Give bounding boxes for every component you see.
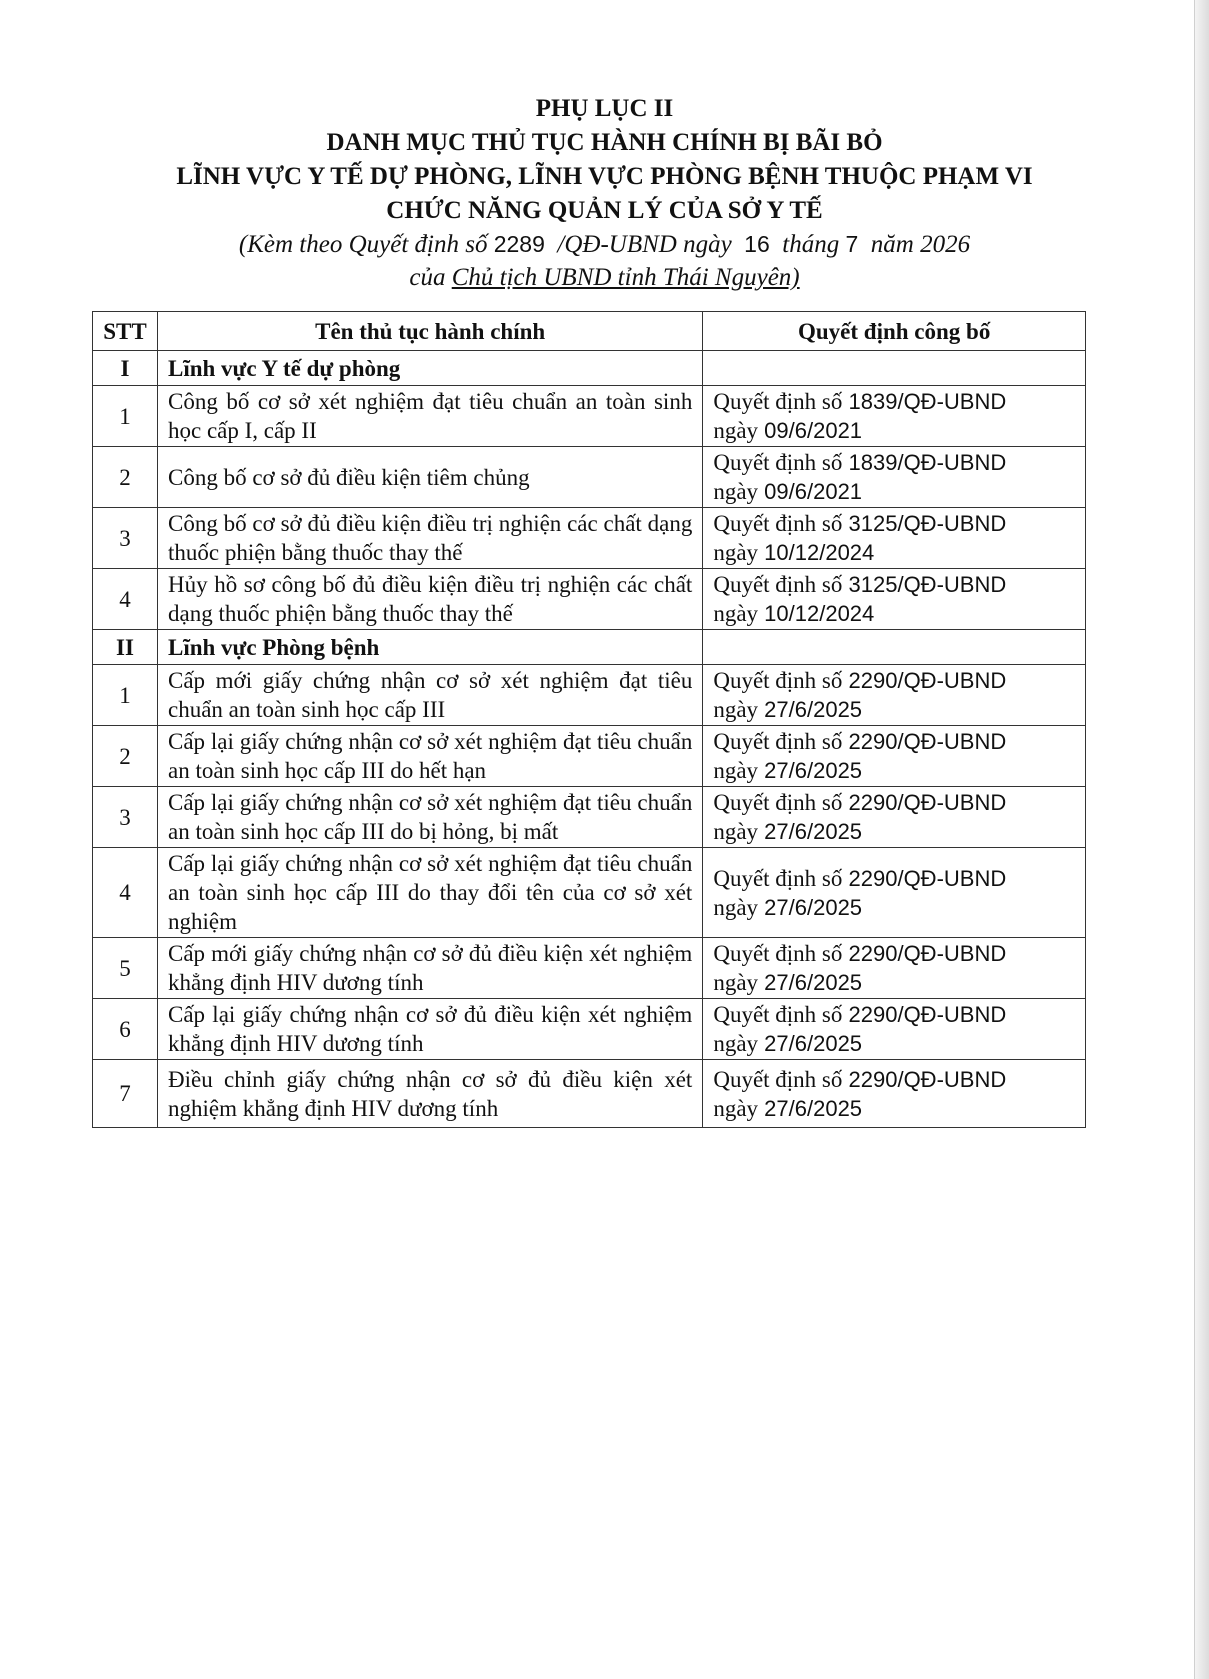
table-row bbox=[93, 848, 1086, 938]
section-row bbox=[93, 351, 1086, 386]
decision-line bbox=[713, 1000, 1075, 1029]
decision-date-line bbox=[713, 756, 1075, 785]
row-number: 3 bbox=[93, 508, 158, 569]
header-procedure-name: Tên thủ tục hành chính bbox=[157, 312, 702, 351]
table-row bbox=[93, 447, 1086, 508]
decision-date-line bbox=[713, 538, 1075, 567]
section-title: Lĩnh vực Phòng bệnh bbox=[157, 630, 702, 665]
document-header bbox=[0, 92, 1209, 294]
decision-number: 2289 bbox=[493, 231, 545, 257]
decision-date: 27/6/2025 bbox=[764, 970, 863, 995]
procedure-name: Công bố cơ sở xét nghiệm đạt tiêu chuẩn an toàn sinh học cấp I, cấp II bbox=[157, 386, 702, 447]
decision-date-label: ngày bbox=[713, 970, 759, 995]
decision-line bbox=[713, 939, 1075, 968]
decision-date: 27/6/2025 bbox=[764, 894, 863, 920]
row-number: 1 bbox=[93, 665, 158, 726]
decision-number: 1839/QĐ-UBND bbox=[848, 450, 1007, 475]
decision-cell bbox=[703, 665, 1086, 726]
procedure-name: Cấp lại giấy chứng nhận cơ sở xét nghiệm đạt tiêu chuẩn an toàn sinh học cấp III do hết hạn bbox=[157, 726, 702, 787]
decision-cell bbox=[703, 508, 1086, 569]
decision-date-label: ngày bbox=[713, 1095, 759, 1121]
table-row bbox=[93, 386, 1086, 447]
decision-number: 1839/QĐ-UBND bbox=[848, 389, 1007, 414]
decision-label: Quyết định số bbox=[713, 668, 843, 693]
decision-label: Quyết định số bbox=[713, 450, 843, 475]
row-number: 4 bbox=[93, 848, 158, 938]
decision-label: Quyết định số bbox=[713, 389, 843, 414]
decision-number: 2290/QĐ-UBND bbox=[848, 1066, 1007, 1092]
decision-date-line bbox=[713, 477, 1075, 506]
decision-date-line bbox=[713, 1029, 1075, 1058]
section-title: Lĩnh vực Y tế dự phòng bbox=[157, 351, 702, 386]
row-number: 7 bbox=[93, 1060, 158, 1128]
table-row bbox=[93, 1060, 1086, 1128]
decision-number: 2290/QĐ-UBND bbox=[848, 790, 1007, 815]
decision-line bbox=[713, 666, 1075, 695]
procedure-name: Hủy hồ sơ công bố đủ điều kiện điều trị nghiện các chất dạng thuốc phiện bằng thuốc thay thế bbox=[157, 569, 702, 630]
decision-label: Quyết định số bbox=[713, 511, 843, 536]
decision-line bbox=[713, 387, 1075, 416]
decision-label: Quyết định số bbox=[713, 572, 843, 597]
decision-cell bbox=[703, 848, 1086, 938]
scope-title-line2: CHỨC NĂNG QUẢN LÝ CỦA SỞ Y TẾ bbox=[386, 197, 823, 224]
row-number: 4 bbox=[93, 569, 158, 630]
decision-date-line bbox=[713, 817, 1075, 846]
decision-label: Quyết định số bbox=[713, 1066, 843, 1092]
procedure-name: Cấp lại giấy chứng nhận cơ sở đủ điều kiện xét nghiệm khẳng định HIV dương tính bbox=[157, 999, 702, 1060]
procedure-name: Công bố cơ sở đủ điều kiện tiêm chủng bbox=[157, 447, 702, 508]
procedure-name: Điều chỉnh giấy chứng nhận cơ sở đủ điều kiện xét nghiệm khẳng định HIV dương tính bbox=[157, 1060, 702, 1128]
decision-cell bbox=[703, 726, 1086, 787]
issuer-line: của Chủ tịch UBND tỉnh Thái Nguyên) bbox=[409, 264, 800, 291]
table-row bbox=[93, 938, 1086, 999]
decision-date: 10/12/2024 bbox=[764, 601, 875, 626]
decision-date: 09/6/2021 bbox=[764, 418, 863, 443]
table-row bbox=[93, 999, 1086, 1060]
table-row bbox=[93, 726, 1086, 787]
decision-line bbox=[713, 1065, 1075, 1094]
decision-line bbox=[713, 448, 1075, 477]
decision-line bbox=[713, 570, 1075, 599]
decision-cell bbox=[703, 447, 1086, 508]
procedure-table bbox=[92, 311, 1086, 1128]
row-number: 3 bbox=[93, 787, 158, 848]
decision-date-label: ngày bbox=[713, 418, 759, 443]
appendix-title: PHỤ LỤC II bbox=[535, 95, 674, 122]
decision-line bbox=[713, 509, 1075, 538]
decision-date-label: ngày bbox=[713, 601, 759, 626]
section-number: I bbox=[93, 351, 158, 386]
decision-line bbox=[713, 864, 1075, 893]
decision-number: 2290/QĐ-UBND bbox=[848, 668, 1007, 693]
issuer-name: Chủ tịch UBND tỉnh Thái Nguyên) bbox=[451, 264, 800, 291]
decision-date: 27/6/2025 bbox=[764, 1095, 863, 1121]
section-empty-cell bbox=[703, 630, 1086, 665]
list-title: DANH MỤC THỦ TỤC HÀNH CHÍNH BỊ BÃI BỎ bbox=[326, 129, 883, 156]
decision-date-label: ngày bbox=[713, 479, 759, 504]
scope-title-line1: LĨNH VỰC Y TẾ DỰ PHÒNG, LĨNH VỰC PHÒNG BỆNH THUỘC PHẠM VI bbox=[176, 163, 1033, 190]
row-number: 1 bbox=[93, 386, 158, 447]
decision-cell bbox=[703, 1060, 1086, 1128]
section-empty-cell bbox=[703, 351, 1086, 386]
decision-cell bbox=[703, 569, 1086, 630]
table-row bbox=[93, 569, 1086, 630]
decision-date-label: ngày bbox=[713, 758, 759, 783]
procedure-name: Cấp mới giấy chứng nhận cơ sở đủ điều kiện xét nghiệm khẳng định HIV dương tính bbox=[157, 938, 702, 999]
decision-date-label: ngày bbox=[713, 697, 759, 722]
decision-cell bbox=[703, 787, 1086, 848]
row-number: 2 bbox=[93, 726, 158, 787]
row-number: 2 bbox=[93, 447, 158, 508]
table-body bbox=[93, 351, 1086, 1128]
decision-cell bbox=[703, 999, 1086, 1060]
decision-date-line bbox=[713, 599, 1075, 628]
procedure-name: Cấp lại giấy chứng nhận cơ sở xét nghiệm đạt tiêu chuẩn an toàn sinh học cấp III do bị hỏng, bị mất bbox=[157, 787, 702, 848]
decision-date: 10/12/2024 bbox=[764, 540, 875, 565]
decision-date-line bbox=[713, 968, 1075, 997]
decision-date-label: ngày bbox=[713, 894, 759, 920]
header-stt: STT bbox=[93, 312, 158, 351]
decision-cell bbox=[703, 386, 1086, 447]
table-row bbox=[93, 508, 1086, 569]
decision-day: 16 bbox=[744, 231, 770, 257]
header-decision: Quyết định công bố bbox=[703, 312, 1086, 351]
attachment-note: (Kèm theo Quyết định số 2289 /QĐ-UBND ngày 16 tháng 7 năm 2026 bbox=[238, 231, 971, 258]
decision-date-line bbox=[713, 695, 1075, 724]
decision-date-label: ngày bbox=[713, 819, 759, 844]
table-row bbox=[93, 665, 1086, 726]
decision-label: Quyết định số bbox=[713, 1002, 843, 1027]
procedure-name: Cấp lại giấy chứng nhận cơ sở xét nghiệm đạt tiêu chuẩn an toàn sinh học cấp III do thay đổi tên của cơ sở xét nghiệm bbox=[157, 848, 702, 938]
decision-date-line bbox=[713, 416, 1075, 445]
decision-month: 7 bbox=[845, 231, 859, 257]
decision-label: Quyết định số bbox=[713, 790, 843, 815]
decision-date-label: ngày bbox=[713, 540, 759, 565]
decision-label: Quyết định số bbox=[713, 729, 843, 754]
table-row bbox=[93, 787, 1086, 848]
procedure-name: Cấp mới giấy chứng nhận cơ sở xét nghiệm đạt tiêu chuẩn an toàn sinh học cấp III bbox=[157, 665, 702, 726]
decision-number: 2290/QĐ-UBND bbox=[848, 729, 1007, 754]
decision-date-line bbox=[713, 893, 1075, 922]
decision-number: 3125/QĐ-UBND bbox=[848, 572, 1007, 597]
decision-date: 27/6/2025 bbox=[764, 697, 863, 722]
row-number: 5 bbox=[93, 938, 158, 999]
procedure-name: Công bố cơ sở đủ điều kiện điều trị nghiện các chất dạng thuốc phiện bằng thuốc thay thế bbox=[157, 508, 702, 569]
decision-number: 3125/QĐ-UBND bbox=[848, 511, 1007, 536]
decision-date-line bbox=[713, 1094, 1075, 1123]
decision-date: 27/6/2025 bbox=[764, 819, 863, 844]
decision-label: Quyết định số bbox=[713, 865, 843, 891]
decision-number: 2290/QĐ-UBND bbox=[848, 1002, 1007, 1027]
section-number: II bbox=[93, 630, 158, 665]
decision-date: 27/6/2025 bbox=[764, 1031, 863, 1056]
table-header-row bbox=[93, 312, 1086, 351]
decision-line bbox=[713, 727, 1075, 756]
decision-line bbox=[713, 788, 1075, 817]
section-row bbox=[93, 630, 1086, 665]
decision-date: 09/6/2021 bbox=[764, 479, 863, 504]
decision-date-label: ngày bbox=[713, 1031, 759, 1056]
decision-date: 27/6/2025 bbox=[764, 758, 863, 783]
decision-number: 2290/QĐ-UBND bbox=[848, 865, 1007, 891]
decision-cell bbox=[703, 938, 1086, 999]
row-number: 6 bbox=[93, 999, 158, 1060]
decision-label: Quyết định số bbox=[713, 941, 843, 966]
decision-number: 2290/QĐ-UBND bbox=[848, 941, 1007, 966]
